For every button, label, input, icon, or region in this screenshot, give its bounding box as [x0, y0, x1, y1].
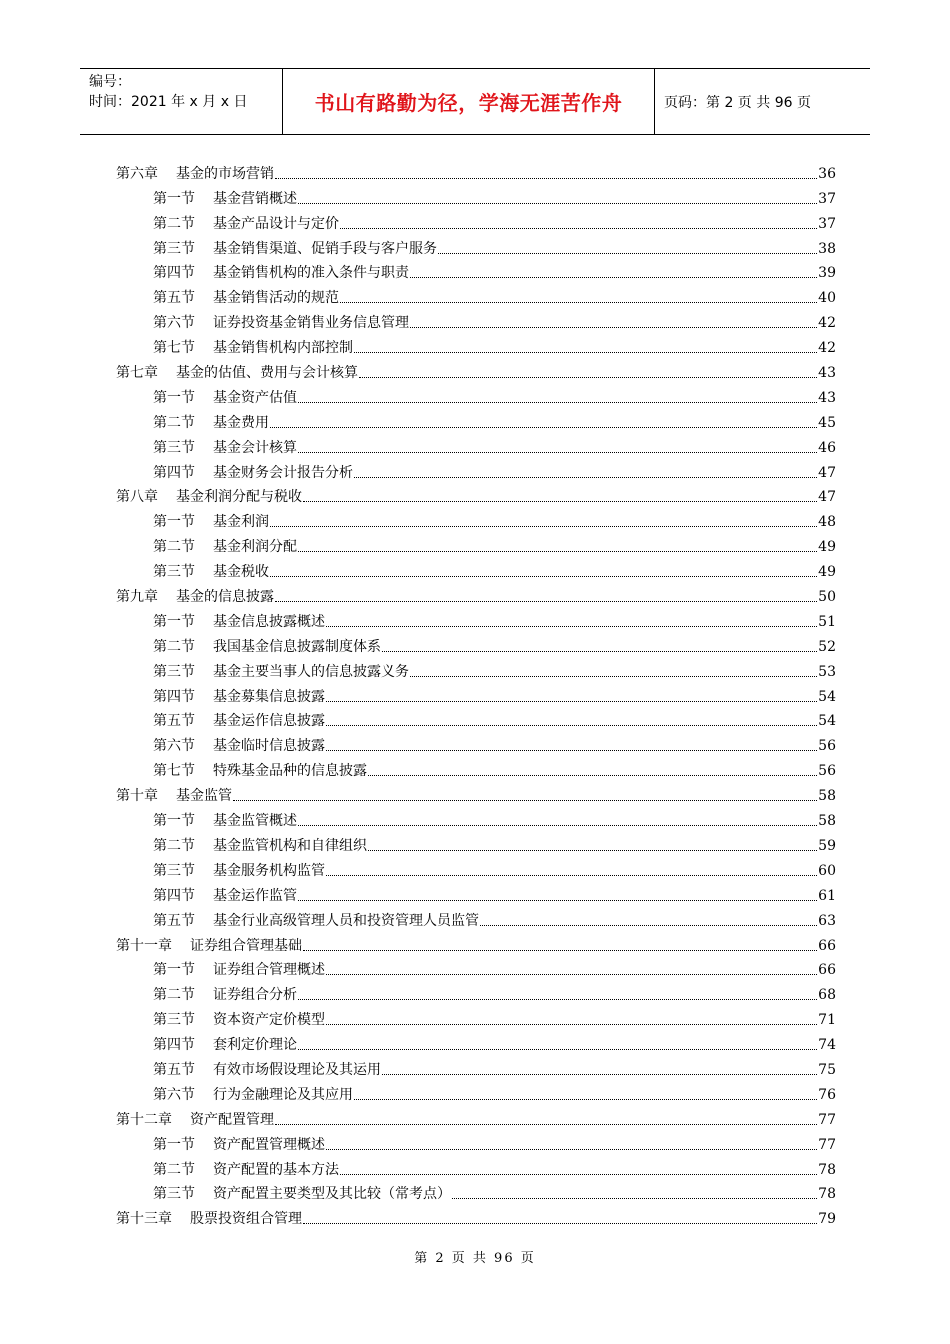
toc-entry-title: 基金运作监管	[213, 887, 297, 904]
toc-entry-text	[116, 314, 410, 332]
toc-leader-dots	[270, 426, 817, 428]
toc-entry-title: 证券投资基金销售业务信息管理	[213, 315, 409, 332]
toc-section-entry[interactable]	[116, 631, 836, 656]
toc-page-number: 52	[818, 638, 836, 655]
toc-entry-title: 基金运作信息披露	[213, 713, 325, 730]
toc-entry-label: 第六节	[153, 315, 195, 332]
toc-section-entry[interactable]	[116, 955, 836, 980]
toc-entry-text	[116, 712, 326, 730]
toc-entry-text	[116, 264, 410, 282]
toc-entry-text	[116, 1011, 326, 1029]
toc-section-entry[interactable]	[116, 1179, 836, 1204]
toc-page-number: 43	[818, 389, 836, 406]
toc-section-entry[interactable]	[116, 531, 836, 556]
toc-entry-label: 第二节	[153, 1161, 195, 1178]
toc-entry-title: 基金服务机构监管	[213, 862, 325, 879]
toc-entry-title: 基金信息披露概述	[213, 613, 325, 630]
toc-page-number: 77	[818, 1111, 836, 1128]
toc-entry-label: 第五节	[153, 713, 195, 730]
toc-leader-dots	[303, 500, 817, 502]
toc-entry-title: 资产配置主要类型及其比较（常考点）	[213, 1186, 451, 1203]
toc-leader-dots	[326, 874, 817, 876]
toc-entry-text	[116, 762, 368, 780]
toc-entry-title: 资产配置管理	[190, 1111, 274, 1128]
toc-entry-text	[116, 513, 270, 531]
toc-leader-dots	[340, 301, 817, 303]
toc-leader-dots	[303, 949, 817, 951]
toc-entry-title: 基金销售机构的准入条件与职责	[213, 265, 409, 282]
toc-section-entry[interactable]	[116, 1029, 836, 1054]
toc-entry-label: 第十三章	[116, 1211, 172, 1228]
toc-page-number: 63	[818, 912, 836, 929]
toc-page-number: 66	[818, 962, 836, 979]
toc-leader-dots	[298, 451, 817, 453]
toc-page-number: 49	[818, 564, 836, 581]
toc-page-number: 37	[818, 190, 836, 207]
toc-leader-dots	[298, 899, 817, 901]
toc-entry-label: 第一节	[153, 613, 195, 630]
toc-entry-text	[116, 986, 298, 1004]
toc-entry-title: 行为金融理论及其应用	[213, 1086, 353, 1103]
toc-page-number: 54	[818, 688, 836, 705]
toc-entry-label: 第七节	[153, 763, 195, 780]
toc-entry-label: 第三节	[153, 663, 195, 680]
toc-page-number: 58	[818, 813, 836, 830]
toc-page-number: 47	[818, 464, 836, 481]
toc-entry-text	[116, 165, 275, 183]
toc-section-entry[interactable]	[116, 805, 836, 830]
toc-leader-dots	[326, 973, 817, 975]
toc-page-number: 61	[818, 887, 836, 904]
toc-entry-text	[116, 613, 326, 631]
toc-entry-label: 第六节	[153, 1086, 195, 1103]
toc-entry-label: 第二节	[153, 414, 195, 431]
toc-entry-label: 第一节	[153, 514, 195, 531]
toc-leader-dots	[326, 700, 817, 702]
toc-chapter-entry[interactable]	[116, 482, 836, 507]
toc-section-entry[interactable]	[116, 755, 836, 780]
toc-section-entry[interactable]	[116, 830, 836, 855]
toc-entry-title: 基金监管概述	[213, 813, 297, 830]
toc-entry-label: 第三节	[153, 439, 195, 456]
toc-page-number: 51	[818, 613, 836, 630]
toc-leader-dots	[233, 799, 817, 801]
toc-entry-label: 第三节	[153, 862, 195, 879]
toc-leader-dots	[480, 924, 817, 926]
toc-section-entry[interactable]	[116, 1154, 836, 1179]
toc-page-number: 48	[818, 514, 836, 531]
toc-entry-text	[116, 389, 298, 407]
toc-entry-label: 第一节	[153, 389, 195, 406]
toc-page-number: 71	[818, 1012, 836, 1029]
toc-entry-label: 第三节	[153, 564, 195, 581]
toc-entry-label: 第一节	[153, 813, 195, 830]
toc-leader-dots	[275, 177, 817, 179]
toc-entry-text	[116, 414, 270, 432]
toc-section-entry[interactable]	[116, 258, 836, 283]
toc-page-number: 60	[818, 862, 836, 879]
toc-entry-text	[116, 737, 326, 755]
toc-entry-title: 基金的市场营销	[176, 165, 274, 182]
toc-entry-title: 基金主要当事人的信息披露义务	[213, 663, 409, 680]
toc-leader-dots	[275, 600, 817, 602]
toc-section-entry[interactable]	[116, 556, 836, 581]
toc-section-entry[interactable]	[116, 730, 836, 755]
toc-entry-title: 基金销售机构内部控制	[213, 340, 353, 357]
toc-section-entry[interactable]	[116, 506, 836, 531]
toc-entry-text	[116, 862, 326, 880]
toc-chapter-entry[interactable]	[116, 158, 836, 183]
toc-section-entry[interactable]	[116, 855, 836, 880]
toc-section-entry[interactable]	[116, 905, 836, 930]
toc-leader-dots	[298, 824, 817, 826]
toc-entry-label: 第二节	[153, 837, 195, 854]
toc-entry-title: 基金监管	[176, 788, 232, 805]
toc-leader-dots	[326, 1023, 817, 1025]
toc-entry-title: 基金募集信息披露	[213, 688, 325, 705]
toc-entry-title: 特殊基金品种的信息披露	[213, 763, 367, 780]
toc-section-entry[interactable]	[116, 432, 836, 457]
toc-page-number: 36	[818, 165, 836, 182]
toc-page-number: 78	[818, 1186, 836, 1203]
toc-entry-title: 基金利润	[213, 514, 269, 531]
toc-leader-dots	[340, 1173, 817, 1175]
toc-entry-text	[116, 538, 298, 556]
toc-page-number: 39	[818, 265, 836, 282]
toc-page-number: 56	[818, 738, 836, 755]
document-number-label: 编号：	[89, 74, 131, 90]
toc-leader-dots	[410, 675, 817, 677]
toc-leader-dots	[326, 724, 817, 726]
toc-section-entry[interactable]	[116, 1129, 836, 1154]
toc-entry-label: 第一节	[153, 190, 195, 207]
toc-entry-label: 第四节	[153, 1037, 195, 1054]
toc-leader-dots	[438, 252, 817, 254]
toc-leader-dots	[298, 1048, 817, 1050]
toc-entry-text	[116, 588, 275, 606]
toc-section-entry[interactable]	[116, 979, 836, 1004]
toc-page-number: 53	[818, 663, 836, 680]
toc-entry-text	[116, 1061, 382, 1079]
toc-entry-text	[116, 488, 303, 506]
toc-entry-label: 第四节	[153, 688, 195, 705]
toc-entry-text	[116, 563, 270, 581]
toc-entry-text	[116, 289, 340, 307]
toc-entry-label: 第三节	[153, 240, 195, 257]
toc-entry-text	[116, 1161, 340, 1179]
toc-entry-label: 第七章	[116, 365, 158, 382]
toc-section-entry[interactable]	[116, 307, 836, 332]
toc-page-number: 45	[818, 414, 836, 431]
toc-entry-label: 第三节	[153, 1186, 195, 1203]
toc-entry-label: 第四节	[153, 887, 195, 904]
toc-entry-text	[116, 837, 368, 855]
toc-section-entry[interactable]	[116, 656, 836, 681]
toc-leader-dots	[298, 998, 817, 1000]
toc-section-entry[interactable]	[116, 332, 836, 357]
toc-entry-text	[116, 190, 298, 208]
toc-leader-dots	[354, 476, 817, 478]
toc-section-entry[interactable]	[116, 681, 836, 706]
toc-entry-label: 第六节	[153, 738, 195, 755]
toc-section-entry[interactable]	[116, 606, 836, 631]
toc-entry-title: 资本资产定价模型	[213, 1012, 325, 1029]
toc-entry-text	[116, 812, 298, 830]
toc-entry-label: 第二节	[153, 539, 195, 556]
toc-leader-dots	[354, 351, 817, 353]
toc-leader-dots	[359, 376, 817, 378]
toc-page-number: 59	[818, 837, 836, 854]
toc-entry-title: 证券组合管理概述	[213, 962, 325, 979]
toc-entry-title: 套利定价理论	[213, 1037, 297, 1054]
toc-page-number: 58	[818, 788, 836, 805]
table-of-contents	[116, 158, 836, 1228]
toc-page-number: 47	[818, 489, 836, 506]
toc-page-number: 74	[818, 1037, 836, 1054]
toc-entry-text	[116, 937, 303, 955]
toc-entry-title: 基金营销概述	[213, 190, 297, 207]
toc-entry-label: 第六章	[116, 165, 158, 182]
toc-chapter-entry[interactable]	[116, 930, 836, 955]
toc-entry-text	[116, 912, 480, 930]
toc-page-number: 66	[818, 937, 836, 954]
toc-entry-text	[116, 439, 298, 457]
toc-entry-title: 基金销售活动的规范	[213, 290, 339, 307]
toc-page-number: 46	[818, 439, 836, 456]
toc-entry-title: 基金监管机构和自律组织	[213, 837, 367, 854]
toc-leader-dots	[368, 774, 817, 776]
toc-chapter-entry[interactable]	[116, 357, 836, 382]
toc-entry-label: 第一节	[153, 962, 195, 979]
toc-entry-text	[116, 1111, 275, 1129]
toc-leader-dots	[270, 525, 817, 527]
toc-section-entry[interactable]	[116, 1054, 836, 1079]
toc-entry-text	[116, 1036, 298, 1054]
toc-entry-label: 第五节	[153, 290, 195, 307]
toc-page-number: 68	[818, 987, 836, 1004]
toc-page-number: 76	[818, 1086, 836, 1103]
toc-section-entry[interactable]	[116, 1079, 836, 1104]
toc-entry-label: 第四节	[153, 265, 195, 282]
toc-leader-dots	[298, 401, 817, 403]
toc-leader-dots	[452, 1197, 817, 1199]
toc-leader-dots	[368, 849, 817, 851]
header-motto: 书山有路勤为径，学海无涯苦作舟	[283, 69, 655, 134]
toc-entry-text	[116, 1136, 326, 1154]
toc-page-number: 40	[818, 290, 836, 307]
page-header	[80, 68, 870, 135]
toc-page-number: 38	[818, 240, 836, 257]
toc-section-entry[interactable]	[116, 706, 836, 731]
toc-chapter-entry[interactable]	[116, 1203, 836, 1228]
toc-entry-label: 第九章	[116, 589, 158, 606]
toc-leader-dots	[326, 749, 817, 751]
toc-entry-text	[116, 1210, 303, 1228]
toc-entry-title: 我国基金信息披露制度体系	[213, 638, 381, 655]
toc-entry-title: 基金行业高级管理人员和投资管理人员监管	[213, 912, 479, 929]
header-meta	[80, 69, 283, 134]
toc-leader-dots	[303, 1222, 817, 1224]
toc-entry-text	[116, 887, 298, 905]
toc-entry-label: 第二节	[153, 638, 195, 655]
toc-entry-text	[116, 961, 326, 979]
toc-entry-text	[116, 464, 354, 482]
toc-entry-title: 基金的估值、费用与会计核算	[176, 365, 358, 382]
toc-entry-text	[116, 339, 354, 357]
toc-leader-dots	[298, 202, 817, 204]
toc-entry-label: 第一节	[153, 1136, 195, 1153]
toc-entry-title: 基金费用	[213, 414, 269, 431]
toc-entry-text	[116, 1086, 354, 1104]
toc-entry-title: 证券组合管理基础	[190, 937, 302, 954]
toc-entry-text	[116, 638, 382, 656]
toc-entry-title: 资产配置的基本方法	[213, 1161, 339, 1178]
toc-leader-dots	[326, 1148, 817, 1150]
toc-leader-dots	[326, 625, 817, 627]
toc-section-entry[interactable]	[116, 407, 836, 432]
toc-page-number: 79	[818, 1211, 836, 1228]
document-date: 时间：2021 年 x 月 x 日	[89, 94, 248, 110]
toc-page-number: 77	[818, 1136, 836, 1153]
toc-page-number: 54	[818, 713, 836, 730]
toc-entry-label: 第八章	[116, 489, 158, 506]
toc-section-entry[interactable]	[116, 208, 836, 233]
toc-page-number: 75	[818, 1061, 836, 1078]
toc-entry-text	[116, 1185, 452, 1203]
toc-entry-title: 基金财务会计报告分析	[213, 464, 353, 481]
header-page-number: 页码：第 2 页 共 96 页	[664, 94, 811, 111]
toc-section-entry[interactable]	[116, 382, 836, 407]
toc-page-number: 37	[818, 215, 836, 232]
toc-entry-text	[116, 663, 410, 681]
toc-page-number: 42	[818, 315, 836, 332]
toc-entry-title: 基金利润分配与税收	[176, 489, 302, 506]
toc-page-number: 42	[818, 340, 836, 357]
toc-entry-title: 资产配置管理概述	[213, 1136, 325, 1153]
toc-chapter-entry[interactable]	[116, 780, 836, 805]
toc-entry-title: 基金利润分配	[213, 539, 297, 556]
toc-entry-title: 有效市场假设理论及其运用	[213, 1061, 381, 1078]
toc-entry-label: 第五节	[153, 1061, 195, 1078]
toc-entry-text	[116, 240, 438, 258]
toc-entry-title: 股票投资组合管理	[190, 1211, 302, 1228]
toc-entry-title: 证券组合分析	[213, 987, 297, 1004]
toc-section-entry[interactable]	[116, 457, 836, 482]
toc-section-entry[interactable]	[116, 880, 836, 905]
toc-leader-dots	[340, 227, 817, 229]
toc-entry-title: 基金销售渠道、促销手段与客户服务	[213, 240, 437, 257]
toc-entry-title: 基金资产估值	[213, 389, 297, 406]
toc-section-entry[interactable]	[116, 282, 836, 307]
toc-section-entry[interactable]	[116, 1004, 836, 1029]
toc-entry-text	[116, 364, 359, 382]
page-footer: 第 2 页 共 96 页	[414, 1251, 536, 1266]
toc-entry-title: 基金产品设计与定价	[213, 215, 339, 232]
toc-leader-dots	[354, 1098, 817, 1100]
toc-chapter-entry[interactable]	[116, 1104, 836, 1129]
toc-section-entry[interactable]	[116, 183, 836, 208]
toc-page-number: 49	[818, 539, 836, 556]
toc-leader-dots	[275, 1123, 817, 1125]
toc-entry-title: 基金临时信息披露	[213, 738, 325, 755]
toc-leader-dots	[410, 326, 817, 328]
toc-entry-label: 第七节	[153, 340, 195, 357]
toc-entry-title: 基金的信息披露	[176, 589, 274, 606]
toc-leader-dots	[410, 276, 817, 278]
toc-entry-label: 第十二章	[116, 1111, 172, 1128]
toc-page-number: 43	[818, 365, 836, 382]
toc-entry-label: 第二节	[153, 215, 195, 232]
toc-entry-label: 第十一章	[116, 937, 172, 954]
toc-section-entry[interactable]	[116, 233, 836, 258]
toc-leader-dots	[382, 1073, 817, 1075]
toc-page-number: 56	[818, 763, 836, 780]
toc-page-number: 78	[818, 1161, 836, 1178]
toc-entry-text	[116, 688, 326, 706]
toc-leader-dots	[270, 575, 817, 577]
toc-entry-label: 第二节	[153, 987, 195, 1004]
toc-entry-label: 第四节	[153, 464, 195, 481]
toc-entry-label: 第十章	[116, 788, 158, 805]
toc-entry-text	[116, 787, 233, 805]
toc-entry-label: 第三节	[153, 1012, 195, 1029]
toc-leader-dots	[298, 550, 817, 552]
toc-entry-title: 基金税收	[213, 564, 269, 581]
toc-chapter-entry[interactable]	[116, 581, 836, 606]
toc-page-number: 50	[818, 589, 836, 606]
toc-entry-label: 第五节	[153, 912, 195, 929]
toc-leader-dots	[382, 650, 817, 652]
toc-entry-text	[116, 215, 340, 233]
toc-entry-title: 基金会计核算	[213, 439, 297, 456]
